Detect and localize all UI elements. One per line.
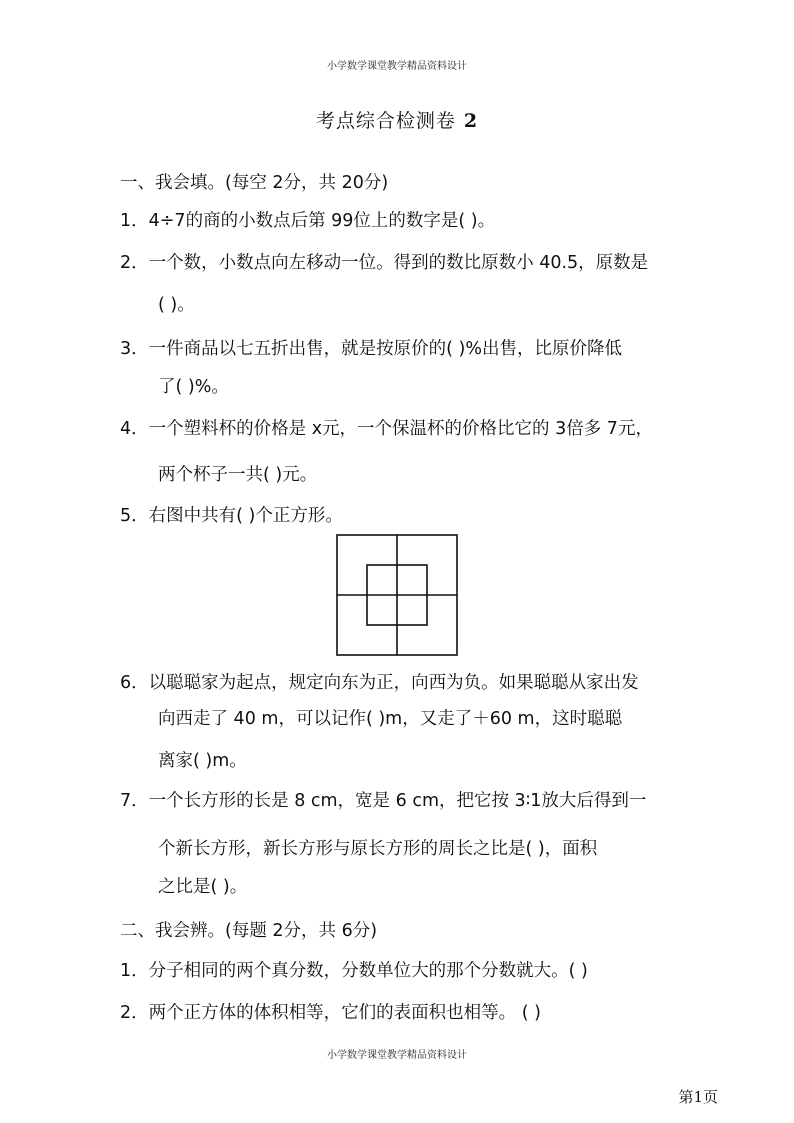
title-text: 考点综合检测卷 xyxy=(315,110,456,132)
question-1-4-line-2: 两个杯子一共( )元。 xyxy=(158,465,318,485)
squares-figure xyxy=(336,534,458,656)
section-1-heading: 一、我会填。(每空 2分，共 20分) xyxy=(120,173,389,193)
section-2-heading: 二、我会辨。(每题 2分，共 6分) xyxy=(120,921,378,941)
question-1-6-line-2: 向西走了 40 m，可以记作( )m，又走了＋60 m，这时聪聪 xyxy=(158,709,623,729)
page-header: 小学数学课堂教学精品资料设计 xyxy=(327,61,467,72)
question-1-3-line-1: 3．一件商品以七五折出售，就是按原价的( )%出售，比原价降低 xyxy=(120,339,622,359)
title-number: 2 xyxy=(463,110,479,132)
question-1-1: 1．4÷7的商的小数点后第 99位上的数字是( )。 xyxy=(120,211,496,231)
question-2-2: 2．两个正方体的体积相等，它们的表面积也相等。 ( ) xyxy=(120,1003,541,1023)
question-1-5: 5．右图中共有( )个正方形。 xyxy=(120,506,343,526)
question-1-7-line-3: 之比是( )。 xyxy=(158,877,248,897)
question-1-2-line-2: ( )。 xyxy=(158,295,195,315)
question-1-7-line-1: 7．一个长方形的长是 8 cm，宽是 6 cm，把它按 3∶1放大后得到一 xyxy=(120,791,647,811)
question-1-7-line-2: 个新长方形，新长方形与原长方形的周长之比是( )，面积 xyxy=(158,839,598,859)
question-1-6-line-3: 离家( )m。 xyxy=(158,751,247,771)
page-title xyxy=(0,106,794,133)
question-1-6-line-1: 6．以聪聪家为起点，规定向东为正，向西为负。如果聪聪从家出发 xyxy=(120,673,639,693)
page-footer: 小学数学课堂教学精品资料设计 xyxy=(327,1050,467,1061)
question-1-2-line-1: 2．一个数，小数点向左移动一位。得到的数比原数小 40.5，原数是 xyxy=(120,253,649,273)
question-2-1: 1．分子相同的两个真分数，分数单位大的那个分数就大。( ) xyxy=(120,961,588,981)
question-1-4-line-1: 4．一个塑料杯的价格是 x元，一个保温杯的价格比它的 3倍多 7元， xyxy=(120,419,653,439)
question-1-3-line-2: 了( )%。 xyxy=(158,377,229,397)
page-number: 第1页 xyxy=(678,1088,718,1106)
